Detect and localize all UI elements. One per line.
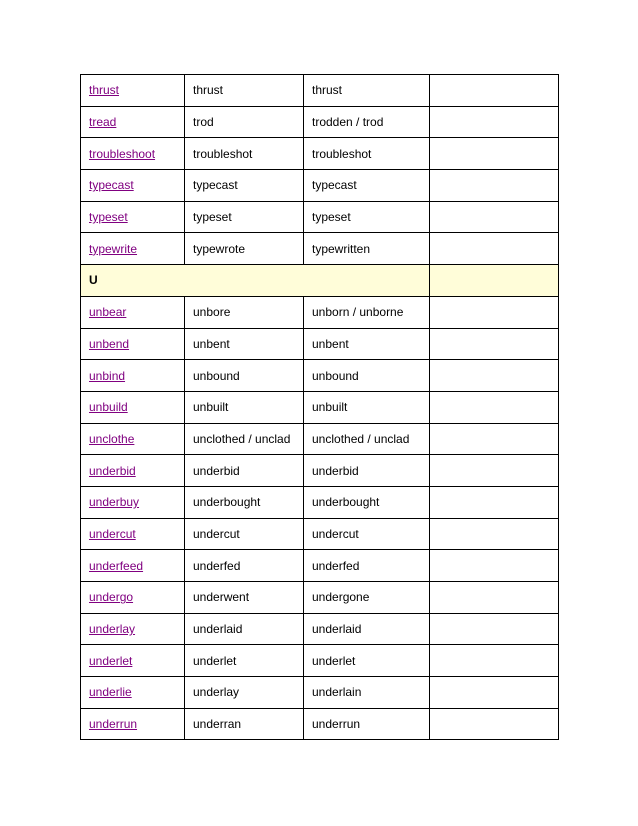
base-form-cell [81, 75, 185, 107]
past-simple-cell: underwent [185, 582, 304, 614]
verb-link[interactable]: unclothe [89, 431, 135, 446]
past-participle-cell: typecast [304, 170, 430, 202]
base-form-cell [81, 613, 185, 645]
past-participle-cell: undergone [304, 582, 430, 614]
verb-link[interactable]: unbend [89, 336, 130, 351]
verb-link[interactable]: underfeed [89, 558, 144, 573]
verb-link[interactable]: typeset [89, 210, 128, 225]
empty-cell [430, 486, 559, 518]
base-form-cell [81, 645, 185, 677]
past-simple-cell: typewrote [185, 233, 304, 265]
empty-cell [430, 708, 559, 740]
past-participle-cell: underbid [304, 455, 430, 487]
verb-link[interactable]: thrust [89, 83, 120, 98]
past-participle-cell: underfed [304, 550, 430, 582]
verb-link[interactable]: underbid [89, 463, 136, 478]
past-participle-cell: unbuilt [304, 391, 430, 423]
base-form-cell [81, 106, 185, 138]
empty-cell [430, 201, 559, 233]
verb-row [81, 360, 559, 392]
empty-cell [430, 550, 559, 582]
empty-cell [430, 518, 559, 550]
past-participle-cell: unbent [304, 328, 430, 360]
verb-link[interactable]: typewrite [89, 241, 138, 256]
verb-row [81, 613, 559, 645]
base-form-cell [81, 328, 185, 360]
base-form-cell [81, 201, 185, 233]
verb-link[interactable]: troubleshoot [89, 146, 156, 161]
past-participle-cell: underlaid [304, 613, 430, 645]
base-form-cell [81, 391, 185, 423]
verb-row [81, 518, 559, 550]
past-participle-cell: typewritten [304, 233, 430, 265]
verb-row [81, 138, 559, 170]
past-participle-cell: unclothed / unclad [304, 423, 430, 455]
verb-row [81, 75, 559, 107]
empty-cell [430, 613, 559, 645]
past-simple-cell: undercut [185, 518, 304, 550]
empty-cell [430, 677, 559, 709]
empty-cell [430, 455, 559, 487]
base-form-cell [81, 455, 185, 487]
base-form-cell [81, 582, 185, 614]
empty-cell [430, 138, 559, 170]
past-simple-cell: unbent [185, 328, 304, 360]
empty-cell [430, 233, 559, 265]
past-participle-cell: thrust [304, 75, 430, 107]
section-letter: U [81, 265, 430, 297]
base-form-cell [81, 233, 185, 265]
empty-cell [430, 75, 559, 107]
past-simple-cell: troubleshot [185, 138, 304, 170]
past-simple-cell: thrust [185, 75, 304, 107]
past-participle-cell: troubleshot [304, 138, 430, 170]
past-participle-cell: unborn / unborne [304, 296, 430, 328]
past-simple-cell: typeset [185, 201, 304, 233]
past-participle-cell: underbought [304, 486, 430, 518]
empty-cell [430, 328, 559, 360]
empty-cell [430, 582, 559, 614]
verb-row [81, 233, 559, 265]
verb-link[interactable]: unbind [89, 368, 126, 383]
empty-cell [430, 106, 559, 138]
base-form-cell [81, 486, 185, 518]
verb-row [81, 486, 559, 518]
past-simple-cell: unclothed / unclad [185, 423, 304, 455]
base-form-cell [81, 423, 185, 455]
verb-row [81, 170, 559, 202]
past-simple-cell: underlet [185, 645, 304, 677]
past-simple-cell: underlay [185, 677, 304, 709]
past-participle-cell: trodden / trod [304, 106, 430, 138]
past-simple-cell: trod [185, 106, 304, 138]
base-form-cell [81, 170, 185, 202]
verb-table-body [81, 75, 559, 740]
verb-link[interactable]: typecast [89, 178, 134, 193]
empty-cell [430, 296, 559, 328]
past-simple-cell: underran [185, 708, 304, 740]
past-simple-cell: underlaid [185, 613, 304, 645]
verb-row [81, 296, 559, 328]
base-form-cell [81, 677, 185, 709]
past-participle-cell: typeset [304, 201, 430, 233]
verb-link[interactable]: undercut [89, 526, 136, 541]
past-simple-cell: typecast [185, 170, 304, 202]
past-simple-cell: unbore [185, 296, 304, 328]
past-simple-cell: underbought [185, 486, 304, 518]
verb-link[interactable]: underlay [89, 622, 136, 637]
verb-row [81, 708, 559, 740]
past-simple-cell: unbound [185, 360, 304, 392]
verb-row [81, 106, 559, 138]
empty-cell [430, 265, 559, 297]
verb-link[interactable]: underlet [89, 653, 133, 668]
verb-row [81, 677, 559, 709]
past-participle-cell: undercut [304, 518, 430, 550]
verb-link[interactable]: underbuy [89, 495, 140, 510]
base-form-cell [81, 708, 185, 740]
past-simple-cell: underbid [185, 455, 304, 487]
past-simple-cell: underfed [185, 550, 304, 582]
past-participle-cell: unbound [304, 360, 430, 392]
verb-link[interactable]: tread [89, 115, 117, 130]
base-form-cell [81, 518, 185, 550]
verb-link[interactable]: undergo [89, 590, 134, 605]
past-participle-cell: underlain [304, 677, 430, 709]
empty-cell [430, 391, 559, 423]
verb-row [81, 550, 559, 582]
empty-cell [430, 360, 559, 392]
past-simple-cell: unbuilt [185, 391, 304, 423]
verb-row [81, 201, 559, 233]
irregular-verb-table [80, 74, 559, 740]
empty-cell [430, 645, 559, 677]
empty-cell [430, 423, 559, 455]
verb-link[interactable]: unbear [89, 305, 127, 320]
verb-link[interactable]: unbuild [89, 400, 128, 415]
verb-row [81, 645, 559, 677]
base-form-cell [81, 296, 185, 328]
verb-link[interactable]: underlie [89, 685, 132, 700]
verb-row [81, 328, 559, 360]
verb-link[interactable]: underrun [89, 717, 138, 732]
verb-row [81, 391, 559, 423]
base-form-cell [81, 138, 185, 170]
empty-cell [430, 170, 559, 202]
verb-row [81, 423, 559, 455]
past-participle-cell: underrun [304, 708, 430, 740]
past-participle-cell: underlet [304, 645, 430, 677]
verb-row [81, 455, 559, 487]
section-header-row [81, 265, 559, 297]
base-form-cell [81, 550, 185, 582]
verb-row [81, 582, 559, 614]
base-form-cell [81, 360, 185, 392]
